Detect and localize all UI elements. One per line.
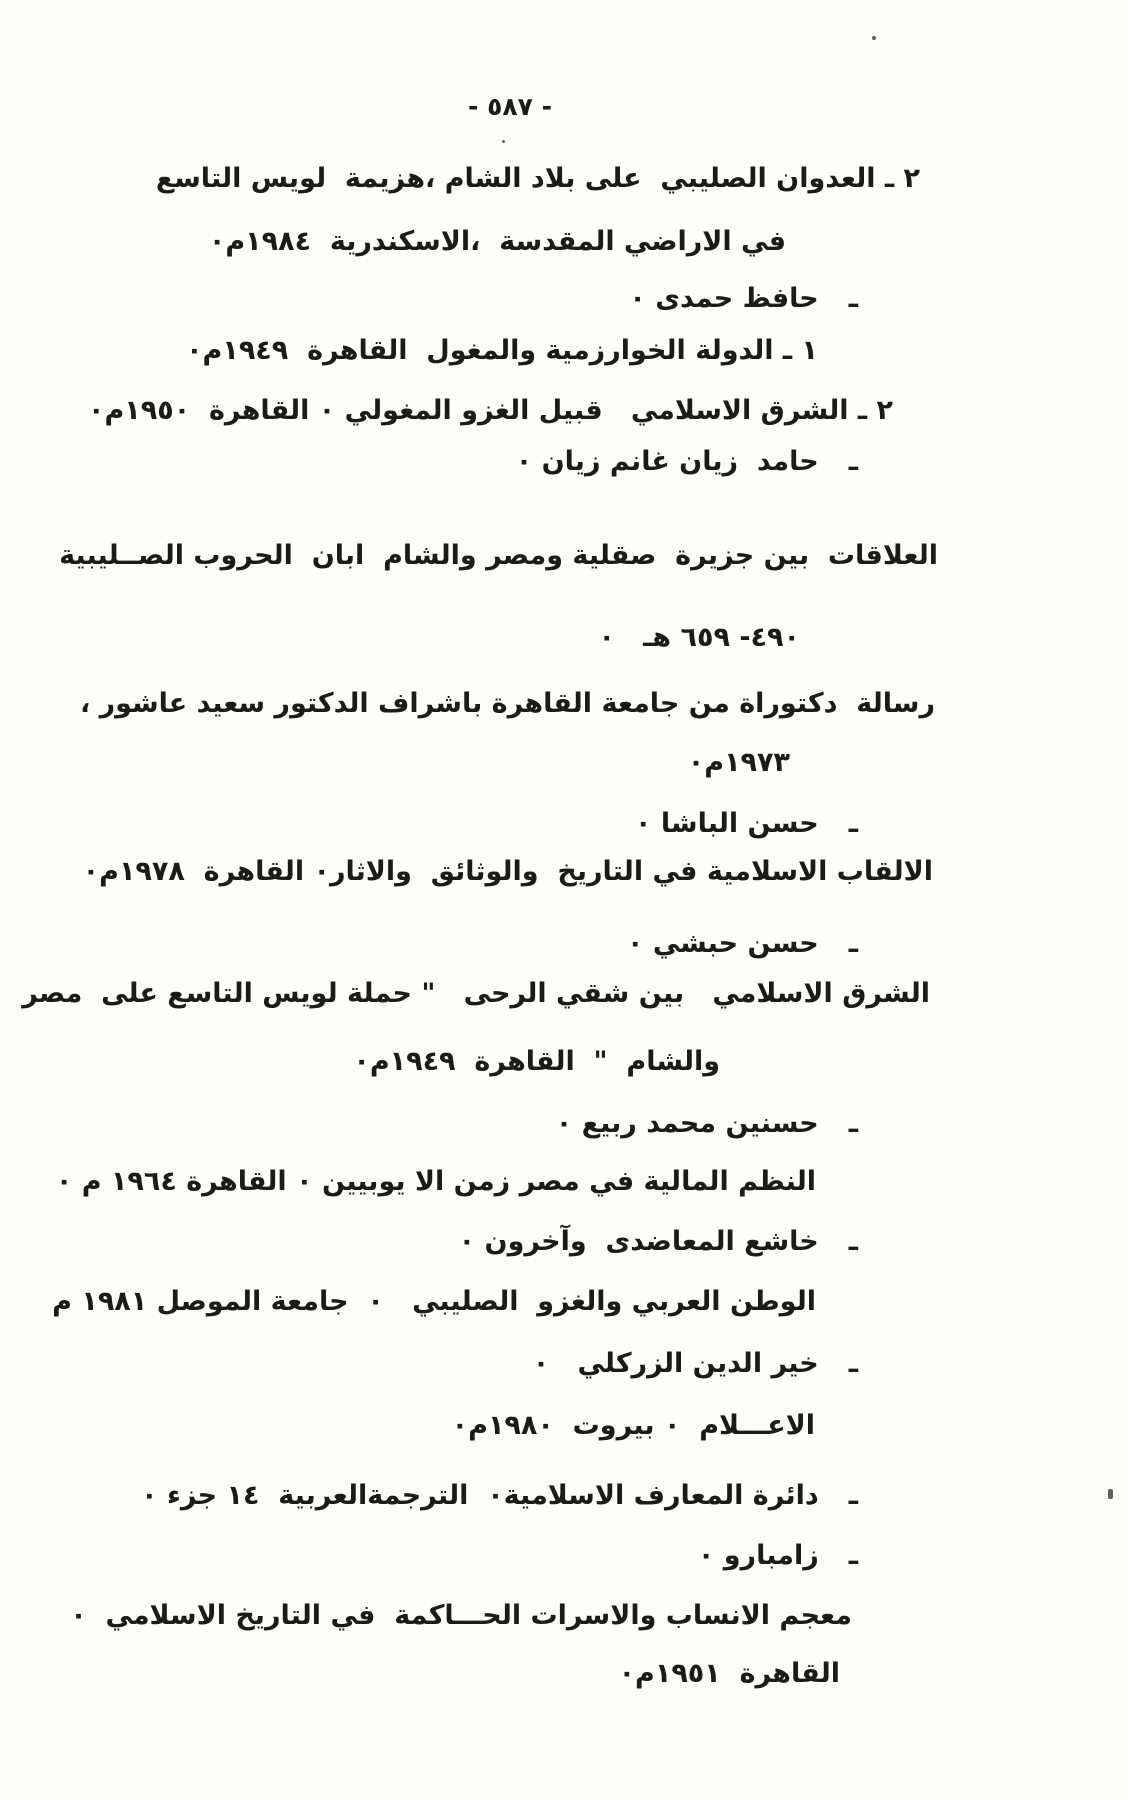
entry-dash: ـ bbox=[848, 1348, 858, 1379]
scan-speck bbox=[502, 140, 505, 143]
author-name: زامبارو ٠ bbox=[697, 1540, 819, 1571]
bib-line: رسالة دكتوراة من جامعة القاهرة باشراف الدكتور سعيد عاشور ، bbox=[79, 688, 935, 719]
entry-dash: ـ bbox=[848, 1480, 858, 1511]
bib-line: في الاراضي المقدسة ،الاسكندرية ١٩٨٤م٠ bbox=[208, 226, 786, 257]
bib-line: العلاقات بين جزيرة صقلية ومصر والشام ابان الحروب الصــليبية bbox=[59, 540, 938, 571]
page-number: - ٥٨٧ - bbox=[468, 92, 552, 121]
bib-line: النظم المالية في مصر زمن الا يوبيين ٠ القاهرة ١٩٦٤ م ٠ bbox=[55, 1166, 816, 1197]
entry-dash: ـ bbox=[848, 928, 858, 959]
bib-line: ١٩٧٣م٠ bbox=[687, 747, 790, 778]
entry-dash: ـ bbox=[848, 1108, 858, 1139]
bib-line: الشرق الاسلامي بين شقي الرحى " حملة لويس التاسع على مصر bbox=[22, 978, 930, 1009]
author-name: خير الدين الزركلي ٠ bbox=[532, 1348, 819, 1379]
entry-dash: ـ bbox=[848, 283, 858, 314]
bib-line: ٢ ـ الشرق الاسلامي قبيل الغزو المغولي ٠ القاهرة ١٩٥٠م٠ bbox=[87, 395, 893, 426]
bib-line: ١ ـ الدولة الخوارزمية والمغول القاهرة ١٩٤٩م٠ bbox=[186, 335, 818, 366]
author-name: حسن الباشا ٠ bbox=[635, 808, 819, 839]
bib-line: والشام " القاهرة ١٩٤٩م٠ bbox=[353, 1046, 720, 1077]
entry-dash: ـ bbox=[848, 1226, 858, 1257]
entry-dash: ـ bbox=[848, 1540, 858, 1571]
author-name: حسن حبشي ٠ bbox=[626, 928, 819, 959]
bib-entry-author bbox=[627, 928, 858, 959]
bib-entry-author bbox=[635, 808, 858, 839]
author-name: خاشع المعاضدى وآخرون ٠ bbox=[458, 1226, 819, 1257]
bib-line: الوطن العربي والغزو الصليبي ٠ جامعة الموصل ١٩٨١ م bbox=[52, 1286, 816, 1317]
bib-line: ٤٩٠- ٦٥٩ هـ ٠ bbox=[598, 622, 800, 653]
author-name: حافظ حمدى ٠ bbox=[629, 283, 819, 314]
bib-entry-author bbox=[629, 283, 858, 314]
scan-speck bbox=[1108, 1489, 1113, 1499]
bib-line: الاعـــلام ٠ بيروت ١٩٨٠م٠ bbox=[451, 1410, 815, 1441]
scan-speck bbox=[872, 36, 876, 40]
author-name: حسنين محمد ربيع ٠ bbox=[555, 1108, 819, 1139]
bib-line: معجم الانساب والاسرات الحـــاكمة في التاريخ الاسلامي ٠ bbox=[70, 1600, 852, 1631]
bib-entry-author bbox=[556, 1108, 858, 1139]
entry-dash: ـ bbox=[848, 446, 858, 477]
bib-line: القاهرة ١٩٥١م٠ bbox=[618, 1658, 840, 1689]
bib-line: ٢ ـ العدوان الصليبي على بلاد الشام ،هزيمة لويس التاسع bbox=[155, 163, 920, 194]
author-name: حامد زيان غانم زيان ٠ bbox=[515, 446, 819, 477]
bib-entry-author bbox=[141, 1480, 858, 1511]
entry-title: دائرة المعارف الاسلامية٠ الترجمةالعربية ١٤ جزء ٠ bbox=[141, 1480, 819, 1511]
entry-dash: ـ bbox=[848, 808, 858, 839]
bib-entry-author bbox=[459, 1226, 858, 1257]
bib-entry-author bbox=[533, 1348, 858, 1379]
bib-entry-author bbox=[516, 446, 858, 477]
bib-line: الالقاب الاسلامية في التاريخ والوثائق والاثار٠ القاهرة ١٩٧٨م٠ bbox=[82, 856, 933, 887]
bib-entry-author bbox=[698, 1540, 858, 1571]
